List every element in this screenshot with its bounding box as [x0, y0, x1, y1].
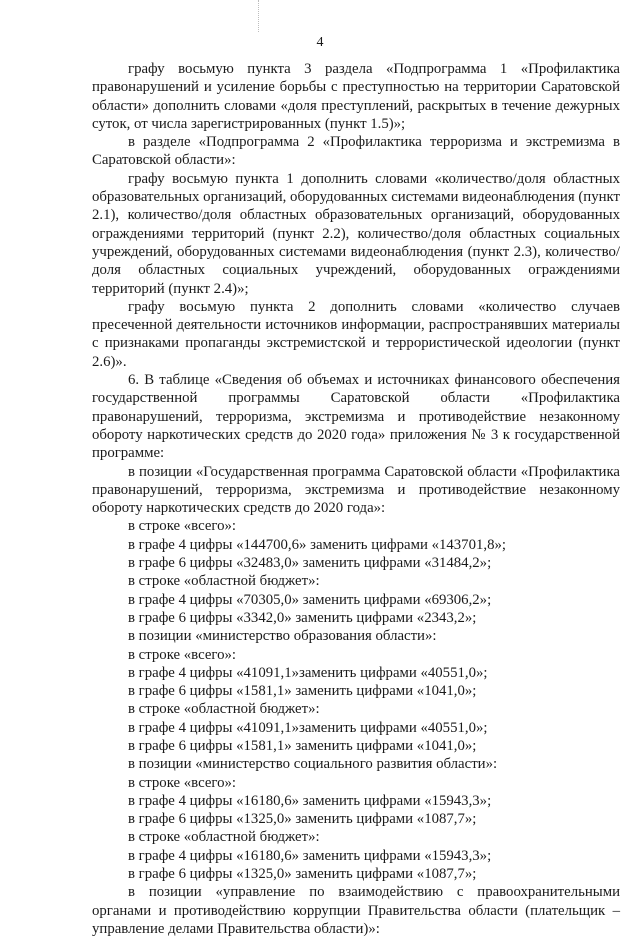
amendment-line: в графе 6 цифры «1325,0» заменить цифрами «1087,7»; [128, 811, 477, 828]
amendment-line: в строке «всего»: [128, 518, 237, 535]
scan-fold-mark [258, 0, 260, 32]
amendment-line: в графе 6 цифры «32483,0» заменить цифрами «31484,2»; [128, 555, 492, 572]
page-number: 4 [316, 35, 324, 50]
amendment-line: в графе 4 цифры «144700,6» заменить цифрами «143701,8»; [128, 536, 506, 553]
amendment-line: в графе 6 цифры «1581,1» заменить цифрами «1041,0»; [128, 737, 477, 754]
amendment-line: в строке «областной бюджет»: [128, 701, 320, 718]
amendment-line: в графе 4 цифры «41091,1»заменить цифрами «40551,0»; [128, 664, 488, 681]
paragraph: графу восьмую пункта 3 раздела «Подпрограмма 1 «Профилактика правонарушений и усиление борьбы с преступностью на территории Саратовской области» дополнить словами «доля преступлений, раскрытых в течение дежурных суток, от числа зарегистрированных (пункт 1.5)»; [92, 61, 620, 132]
amendment-line: в графе 6 цифры «1581,1» заменить цифрами «1041,0»; [128, 683, 477, 700]
amendment-line: в строке «всего»: [128, 774, 237, 791]
paragraph: в позиции «управление по взаимодействию с правоохранительными органами и противодействию коррупции Правительства области (плательщик – управление делами Правительства области)»: [92, 884, 620, 937]
paragraph: графу восьмую пункта 2 дополнить словами «количество случаев пресеченной деятельности источников информации, распространявших материалы с признаками пропаганды экстремистской и террористической идеологии (пункт 2.6)». [92, 298, 620, 370]
document-body [92, 60, 620, 938]
amendment-line: в графе 6 цифры «1325,0» заменить цифрами «1087,7»; [128, 866, 477, 883]
amendment-line: в графе 4 цифры «16180,6» заменить цифрами «15943,3»; [128, 847, 492, 864]
paragraph: графу восьмую пункта 1 дополнить словами «количество/доля областных образовательных организаций, оборудованных системами видеонаблюдения (пункт 2.1), количество/доля областных образовательных организаций, оборудованных ограждениями территорий (пункт 2.2), количество/доля областных социальных учреждений, оборудованных системами видеонаблюдения (пункт 2.3), количество/доля областных социальных учреждений, оборудованных ограждениями территорий (пункт 2.4)»; [92, 170, 620, 297]
amendment-line: в позиции «министерство образования области»: [128, 628, 437, 645]
amendment-line: в строке «всего»: [128, 646, 237, 663]
paragraph: в позиции «Государственная программа Саратовской области «Профилактика правонарушений, терроризма, экстремизма и противодействие незаконному обороту наркотических средств до 2020 года»: [92, 463, 620, 517]
amendment-line: в позиции «министерство социального развития области»: [128, 756, 498, 773]
paragraph: 6. В таблице «Сведения об объемах и источниках финансового обеспечения государственной программы Саратовской области «Профилактика правонарушений, терроризма, экстремизма и противодействие незаконному обороту наркотических средств до 2020 года» приложения № 3 к государственной программе: [92, 372, 620, 462]
amendment-line: в графе 4 цифры «70305,0» заменить цифрами «69306,2»; [128, 591, 492, 608]
amendment-line: в графе 4 цифры «16180,6» заменить цифрами «15943,3»; [128, 792, 492, 809]
paragraph: в разделе «Подпрограмма 2 «Профилактика терроризма и экстремизма в Саратовской области»: [92, 134, 620, 169]
amendment-line: в графе 6 цифры «3342,0» заменить цифрами «2343,2»; [128, 609, 477, 626]
amendment-line: в графе 4 цифры «41091,1»заменить цифрами «40551,0»; [128, 719, 488, 736]
amendment-line: в строке «областной бюджет»: [128, 829, 320, 846]
amendment-line: в строке «областной бюджет»: [128, 573, 320, 590]
